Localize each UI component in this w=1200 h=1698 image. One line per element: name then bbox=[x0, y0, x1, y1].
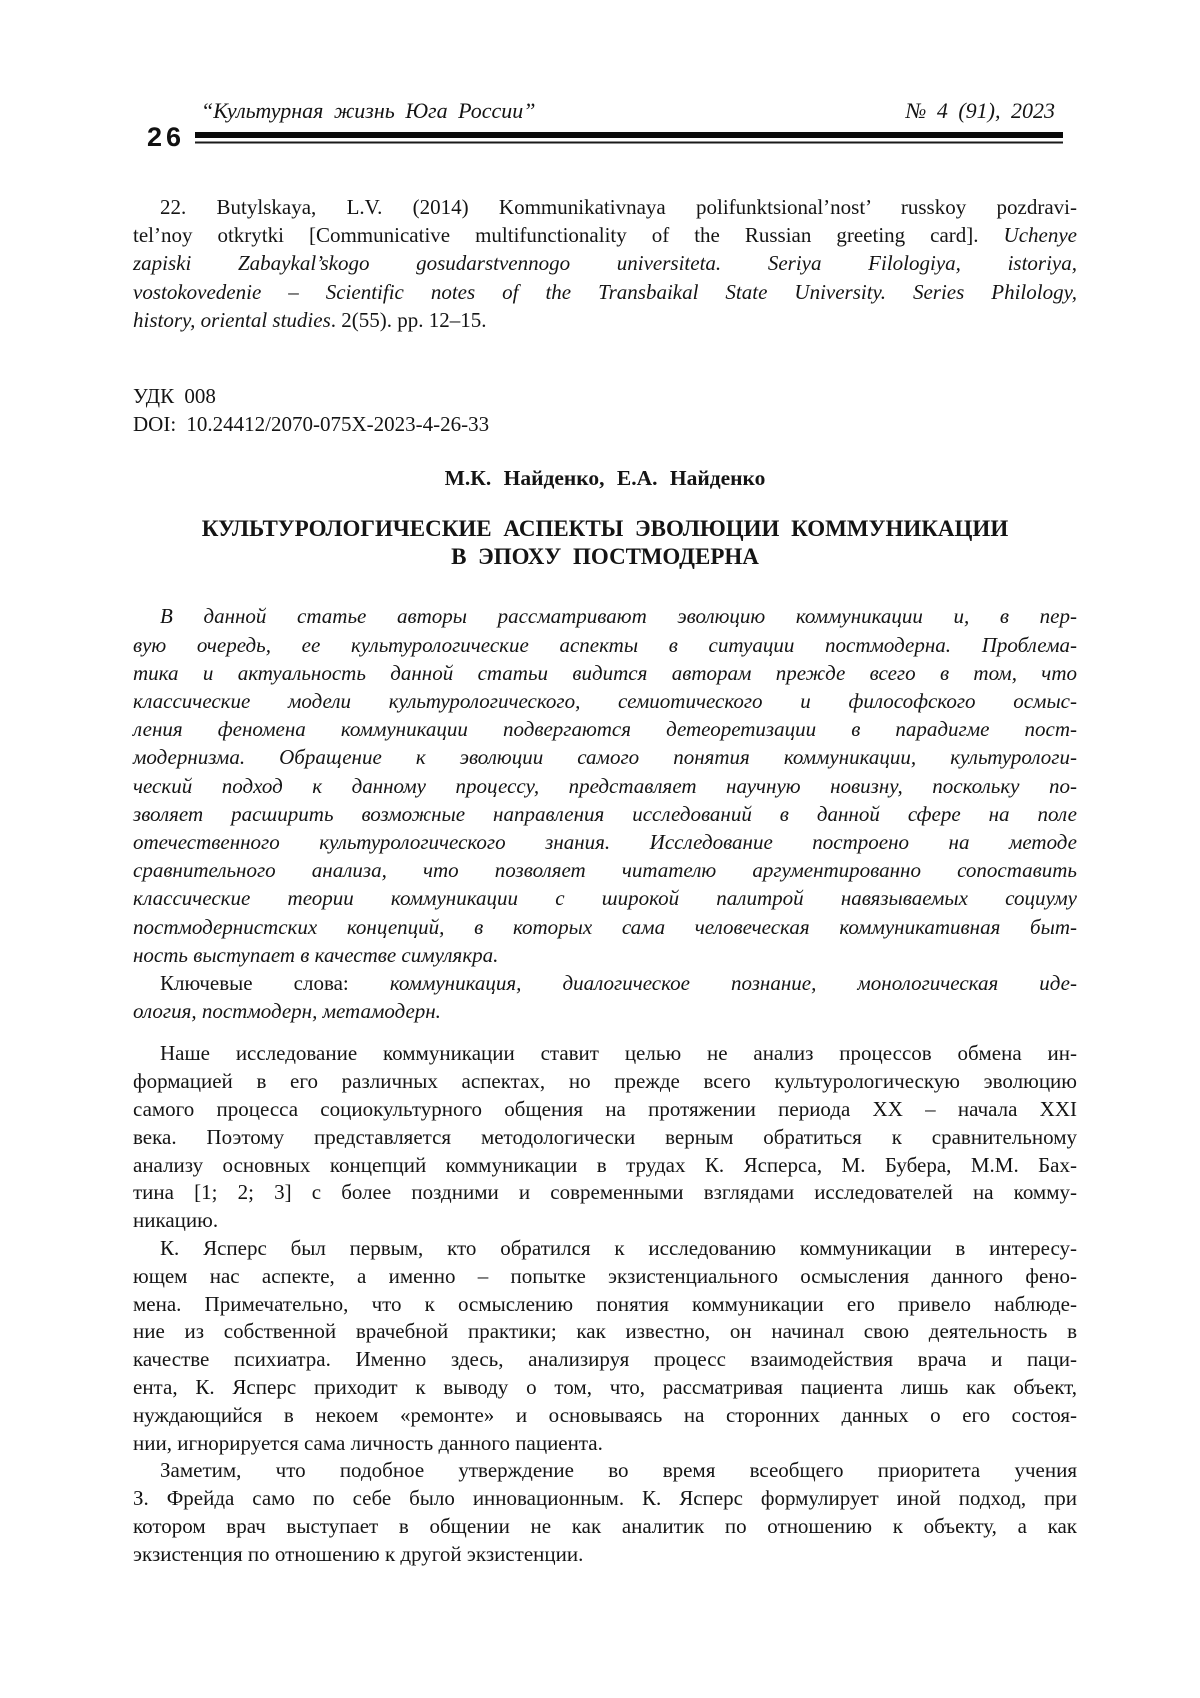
italic-text: отечественного культурологического знания. Исследование построено на методе bbox=[133, 830, 1077, 855]
header-rule bbox=[195, 132, 1063, 148]
text-line bbox=[133, 1235, 1077, 1263]
text-line bbox=[133, 1040, 1077, 1068]
text-line bbox=[133, 631, 1077, 659]
article-body bbox=[133, 1040, 1077, 1568]
roman-text: тина [1; 2; 3] с более поздними и современными взглядами исследователей на комму- bbox=[133, 1180, 1077, 1205]
text-line bbox=[133, 278, 1077, 306]
body-paragraph bbox=[133, 1457, 1077, 1568]
reference-entry bbox=[133, 193, 1077, 334]
italic-text: zapiski Zabaykal’skogo gosudarstvennogo universiteta. Seriya Filologiya, istoriya, bbox=[133, 251, 1077, 276]
text-line bbox=[133, 410, 1077, 438]
article-title-line-2: В ЭПОХУ ПОСТМОДЕРНА bbox=[451, 544, 759, 570]
roman-text: Заметим, что подобное утверждение во время всеобщего приоритета учения bbox=[160, 1458, 1077, 1483]
roman-text: ента, К. Ясперс приходит к выводу о том, что, рассматривая пациента лишь как объект, bbox=[133, 1375, 1077, 1400]
roman-text: мена. Примечательно, что к осмыслению понятия коммуникации его привело наблюде- bbox=[133, 1291, 1077, 1316]
journal-title: “Культурная жизнь Юга России” bbox=[201, 98, 536, 123]
text-line bbox=[133, 1096, 1077, 1124]
roman-text: Наше исследование коммуникации ставит целью не анализ процессов обмена ин- bbox=[160, 1041, 1077, 1066]
article-title bbox=[133, 515, 1077, 572]
text-line bbox=[133, 715, 1077, 743]
text-line bbox=[133, 856, 1077, 884]
italic-text: коммуникация, диалогическое познание, монологическая иде- bbox=[389, 971, 1077, 996]
text-line bbox=[133, 772, 1077, 800]
text-line bbox=[133, 997, 1077, 1025]
roman-text: нии, игнорируется сама личность данного пациента. bbox=[133, 1430, 603, 1455]
roman-text: З. Фрейда само по себе было инновационным. К. Ясперс формулирует иной подход, при bbox=[133, 1486, 1077, 1511]
roman-text: никацию. bbox=[133, 1208, 219, 1233]
text-line bbox=[133, 659, 1077, 687]
roman-text: экзистенция по отношению к другой экзистенции. bbox=[133, 1541, 584, 1566]
text-line bbox=[133, 221, 1077, 249]
abstract-block bbox=[133, 602, 1077, 969]
issue-number: № 4 (91), 2023 bbox=[905, 98, 1055, 123]
text-line bbox=[133, 743, 1077, 771]
text-line bbox=[133, 687, 1077, 715]
roman-text: ющем нас аспекте, а именно – попытке экзистенциального осмысления данного фено- bbox=[133, 1263, 1077, 1288]
roman-text: анализу основных концепций коммуникации в трудах К. Ясперса, М. Бубера, М.М. Бах- bbox=[133, 1152, 1077, 1177]
text-line bbox=[133, 306, 1077, 334]
text-line bbox=[133, 1291, 1077, 1319]
text-line bbox=[133, 1402, 1077, 1430]
italic-text: зволяет расширить возможные направления исследований в данной сфере на поле bbox=[133, 801, 1077, 826]
text-line bbox=[133, 1124, 1077, 1152]
text-line bbox=[133, 1541, 1077, 1569]
roman-text: самого процесса социокультурного общения на протяжении периода XX – начала XXI bbox=[133, 1097, 1077, 1122]
italic-text: тика и актуальность данной статьи видится авторам прежде всего в том, что bbox=[133, 660, 1077, 685]
text-line bbox=[133, 1346, 1077, 1374]
body-paragraph bbox=[133, 1040, 1077, 1235]
roman-text: tel’noy otkrytki [Communicative multifunctionality of the Russian greeting card]. bbox=[133, 223, 1004, 248]
roman-text: Ключевые слова: bbox=[160, 971, 390, 996]
page-content bbox=[133, 98, 1077, 1569]
roman-text: К. Ясперс был первым, кто обратился к исследованию коммуникации в интересу- bbox=[160, 1236, 1077, 1261]
text-line bbox=[133, 1485, 1077, 1513]
italic-text: классические модели культурологического, семиотического и философского осмыс- bbox=[133, 689, 1077, 714]
roman-text: нуждающийся в некоем «ремонте» и основываясь на сторонних данных о его состоя- bbox=[133, 1402, 1077, 1427]
text-line bbox=[133, 941, 1077, 969]
text-line bbox=[133, 1263, 1077, 1291]
italic-text: вую очередь, ее культурологические аспекты в ситуации постмодерна. Проблема- bbox=[133, 632, 1077, 657]
roman-text: качестве психиатра. Именно здесь, анализируя процесс взаимодействия врача и паци- bbox=[133, 1347, 1077, 1372]
italic-text: ления феномена коммуникации подвергаются детеоретизации в парадигме пост- bbox=[133, 717, 1077, 742]
italic-text: классические теории коммуникации с широкой палитрой навязываемых социуму bbox=[133, 886, 1077, 911]
text-line bbox=[133, 1513, 1077, 1541]
text-line bbox=[133, 913, 1077, 941]
roman-text: ние из собственной врачебной практики; как известно, он начинал свою деятельность в bbox=[133, 1319, 1077, 1344]
text-line bbox=[133, 884, 1077, 912]
text-line bbox=[133, 1457, 1077, 1485]
roman-text: века. Поэтому представляется методологически верным обратиться к сравнительному bbox=[133, 1124, 1077, 1149]
text-line bbox=[133, 969, 1077, 997]
roman-text: формацией в его различных аспектах, но прежде всего культурологическую эволюцию bbox=[133, 1069, 1077, 1094]
italic-text: vostokovedenie – Scientific notes of the Transbaikal State University. Series Philology, bbox=[133, 279, 1077, 304]
text-line bbox=[133, 382, 1077, 410]
body-paragraph bbox=[133, 1235, 1077, 1457]
text-line bbox=[133, 1207, 1077, 1235]
roman-text: 22. Butylskaya, L.V. (2014) Kommunikativnaya polifunktsional’nost’ russkoy pozdravi- bbox=[160, 195, 1077, 219]
text-line bbox=[133, 828, 1077, 856]
italic-text: ческий подход к данному процессу, представляет научную новизну, поскольку по- bbox=[133, 773, 1077, 798]
udk-doi-block bbox=[133, 382, 1077, 438]
italic-text: ология, постмодерн, метамодерн. bbox=[133, 999, 441, 1024]
text-line bbox=[133, 1068, 1077, 1096]
text-line bbox=[133, 800, 1077, 828]
italic-text: Uchenye bbox=[1003, 223, 1077, 248]
italic-text: history, oriental studies bbox=[133, 307, 331, 332]
roman-text: УДК 008 bbox=[133, 384, 216, 409]
italic-text: В данной статье авторы рассматривают эволюцию коммуникации и, в пер- bbox=[160, 604, 1077, 629]
text-line bbox=[133, 249, 1077, 277]
roman-text: котором врач выступает в общении не как аналитик по отношению к объекту, а как bbox=[133, 1514, 1077, 1539]
text-line bbox=[133, 1374, 1077, 1402]
text-line bbox=[133, 602, 1077, 630]
page-number: 26 bbox=[147, 122, 186, 152]
page-header bbox=[201, 98, 1055, 124]
italic-text: сравнительного анализа, что позволяет читателю аргументированно сопоставить bbox=[133, 858, 1077, 883]
italic-text: постмодернистских концепций, в которых сама человеческая коммуникативная быт- bbox=[133, 914, 1077, 939]
text-line bbox=[133, 1430, 1077, 1458]
authors-line: М.К. Найденко, Е.А. Найденко bbox=[444, 466, 766, 491]
text-line bbox=[133, 1318, 1077, 1346]
text-line bbox=[133, 193, 1077, 221]
article-title-line-1: КУЛЬТУРОЛОГИЧЕСКИЕ АСПЕКТЫ ЭВОЛЮЦИИ КОММУНИКАЦИИ bbox=[201, 515, 1009, 541]
italic-text: ность выступает в качестве симулякра. bbox=[133, 942, 499, 967]
keywords-block bbox=[133, 969, 1077, 1025]
roman-text: . 2(55). pp. 12–15. bbox=[330, 307, 487, 332]
roman-text: DOI: 10.24412/2070-075X-2023-4-26-33 bbox=[133, 412, 490, 437]
text-line bbox=[133, 1179, 1077, 1207]
text-line bbox=[133, 1152, 1077, 1180]
italic-text: модернизма. Обращение к эволюции самого понятия коммуникации, культурологи- bbox=[133, 745, 1077, 770]
